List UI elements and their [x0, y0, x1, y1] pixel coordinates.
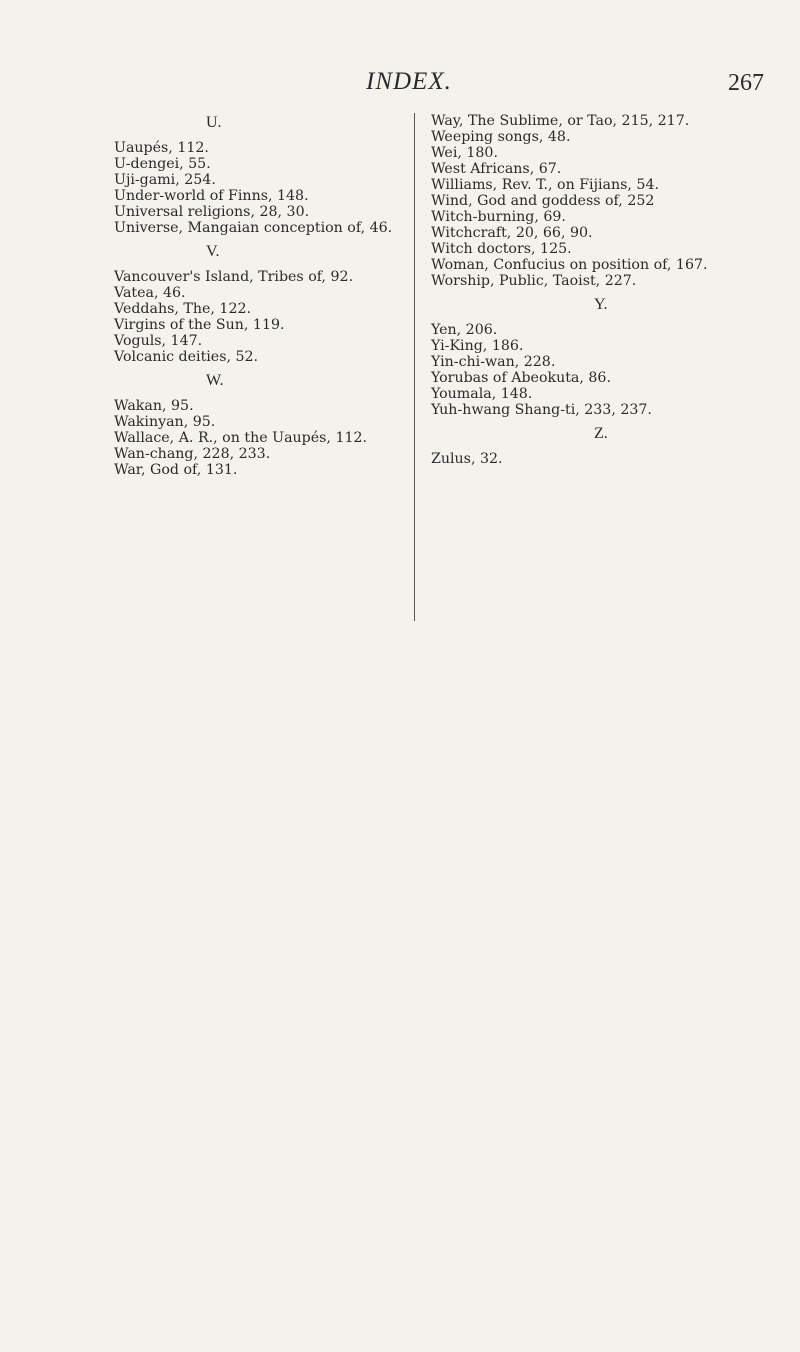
index-entry: Yuh-hwang Shang-ti, 233, 237. — [431, 402, 652, 418]
index-entry: Wakan, 95. — [114, 398, 194, 414]
index-entry: West Africans, 67. — [431, 161, 562, 177]
index-entry: Under-world of Finns, 148. — [114, 188, 309, 204]
running-title: INDEX. — [366, 68, 452, 95]
index-entry: Veddahs, The, 122. — [114, 301, 252, 317]
section-letter: V. — [206, 243, 220, 260]
index-column-right — [431, 113, 791, 467]
index-entry: Witchcraft, 20, 66, 90. — [431, 225, 593, 241]
section-letter: W. — [206, 372, 224, 389]
index-entry: Virgins of the Sun, 119. — [114, 317, 285, 333]
index-section-v — [114, 242, 404, 365]
index-entry: War, God of, 131. — [114, 462, 238, 478]
index-column-left — [114, 113, 404, 478]
index-entry: Yorubas of Abeokuta, 86. — [431, 370, 611, 386]
index-entry: Wakinyan, 95. — [114, 414, 216, 430]
index-entry: Universe, Mangaian conception of, 46. — [114, 220, 393, 236]
index-entry: Way, The Sublime, or Tao, 215, 217. — [431, 113, 690, 129]
index-entry: Uji-gami, 254. — [114, 172, 216, 188]
index-entry: Worship, Public, Taoist, 227. — [431, 273, 637, 289]
index-entry: Weeping songs, 48. — [431, 129, 571, 145]
index-entry: Youmala, 148. — [431, 386, 533, 402]
index-entry: Woman, Confucius on position of, 167. — [431, 257, 708, 273]
index-entry: Vatea, 46. — [114, 285, 186, 301]
index-entry: Yi-King, 186. — [431, 338, 524, 354]
index-entry: Wallace, A. R., on the Uaupés, 112. — [114, 430, 368, 446]
index-entry: Wind, God and goddess of, 252 — [431, 193, 655, 209]
index-entry: Witch doctors, 125. — [431, 241, 572, 257]
index-entry: Yin-chi-wan, 228. — [431, 354, 556, 370]
index-entry: Uaupés, 112. — [114, 140, 209, 156]
index-section-w-continued — [431, 113, 791, 289]
column-divider — [414, 113, 415, 621]
index-entry: Vancouver's Island, Tribes of, 92. — [114, 269, 354, 285]
index-entry: Yen, 206. — [431, 322, 498, 338]
index-section-w — [114, 371, 404, 478]
section-letter: Y. — [594, 296, 608, 313]
index-entry: Voguls, 147. — [114, 333, 203, 349]
index-entry: Wei, 180. — [431, 145, 498, 161]
index-entry: Universal religions, 28, 30. — [114, 204, 310, 220]
index-entry: Volcanic deities, 52. — [114, 349, 259, 365]
index-entry: Wan-chang, 228, 233. — [114, 446, 271, 462]
index-section-y — [431, 295, 791, 418]
page-number: 267 — [728, 70, 764, 96]
index-entry: Williams, Rev. T., on Fijians, 54. — [431, 177, 659, 193]
section-letter: Z. — [594, 425, 608, 442]
index-section-u — [114, 113, 404, 236]
index-section-z — [431, 424, 791, 467]
page-header — [0, 68, 800, 102]
index-entry: Witch-burning, 69. — [431, 209, 566, 225]
section-letter: U. — [206, 114, 222, 131]
index-entry: Zulus, 32. — [431, 451, 503, 467]
index-entry: U-dengei, 55. — [114, 156, 211, 172]
